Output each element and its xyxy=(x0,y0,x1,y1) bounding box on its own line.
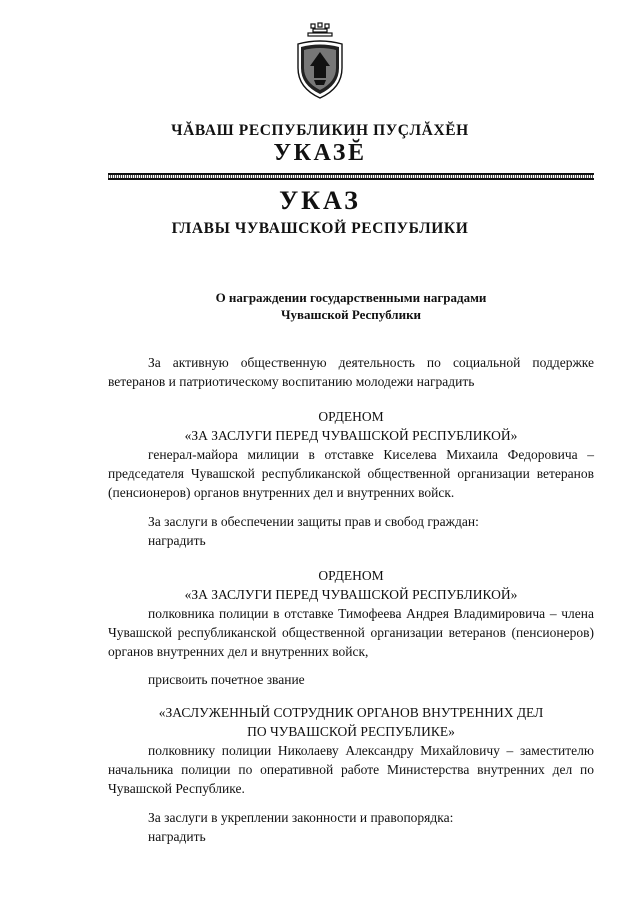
award-order-label: ОРДЕНОМ xyxy=(318,568,384,583)
header-divider xyxy=(108,173,594,180)
award-order-label: ОРДЕНОМ xyxy=(318,409,384,424)
honor-title xyxy=(108,703,594,741)
award-title xyxy=(108,566,594,604)
section-line: наградить xyxy=(148,533,206,548)
coat-of-arms-emblem xyxy=(294,22,346,102)
section-line: За заслуги в укреплении законности и правопорядка: xyxy=(148,810,454,825)
award-order-name: «ЗА ЗАСЛУГИ ПЕРЕД ЧУВАШСКОЙ РЕСПУБЛИКОЙ» xyxy=(184,428,518,443)
section-line: наградить xyxy=(148,829,206,844)
section-line: За заслуги в обеспечении защиты прав и свобод граждан: xyxy=(148,514,479,529)
award-recipient: генерал-майора милиции в отставке Киселева Михаила Федоровича – председателя Чувашской республиканской общественной организации ветеранов (пенсионеров) органов внутренних дел и внутренних войск. xyxy=(108,447,594,500)
honor-title-line: «ЗАСЛУЖЕННЫЙ СОТРУДНИК ОРГАНОВ ВНУТРЕННИХ ДЕЛ xyxy=(158,705,544,720)
russian-subtitle: ГЛАВЫ ЧУВАШСКОЙ РЕСПУБЛИКИ xyxy=(171,220,469,237)
russian-title: УКАЗ xyxy=(279,186,361,215)
honor-intro: присвоить почетное звание xyxy=(148,672,305,687)
intro-paragraph: За активную общественную деятельность по социальной поддержке ветеранов и патриотическому воспитанию молодежи наградить xyxy=(108,355,594,389)
shield-icon xyxy=(298,41,342,98)
honor-title-line: ПО ЧУВАШСКОЙ РЕСПУБЛИКЕ» xyxy=(247,724,455,739)
chuvash-header-line: ЧĂВАШ РЕСПУБЛИКИН ПУÇЛĂХĔН xyxy=(171,122,469,139)
decree-subject xyxy=(108,289,594,323)
award-recipient: полковника полиции в отставке Тимофеева Андрея Владимировича – члена Чувашской республиканской общественной организации ветеранов (пенсионеров) органов внутренних дел и внутренних войск, xyxy=(108,606,594,659)
chuvash-title: УКАЗĔ xyxy=(273,140,367,166)
award-order-name: «ЗА ЗАСЛУГИ ПЕРЕД ЧУВАШСКОЙ РЕСПУБЛИКОЙ» xyxy=(184,587,518,602)
subject-line: О награждении государственными наградами xyxy=(215,290,487,305)
crown-icon xyxy=(308,23,332,36)
subject-line: Чувашской Республики xyxy=(280,307,422,322)
honor-recipient: полковнику полиции Николаеву Александру Михайловичу – заместителю начальника полиции по оперативной работе Министерства внутренних дел по Чувашской Республике. xyxy=(108,743,594,796)
award-title xyxy=(108,407,594,445)
section-paragraph xyxy=(108,512,594,550)
section-paragraph xyxy=(108,808,594,846)
